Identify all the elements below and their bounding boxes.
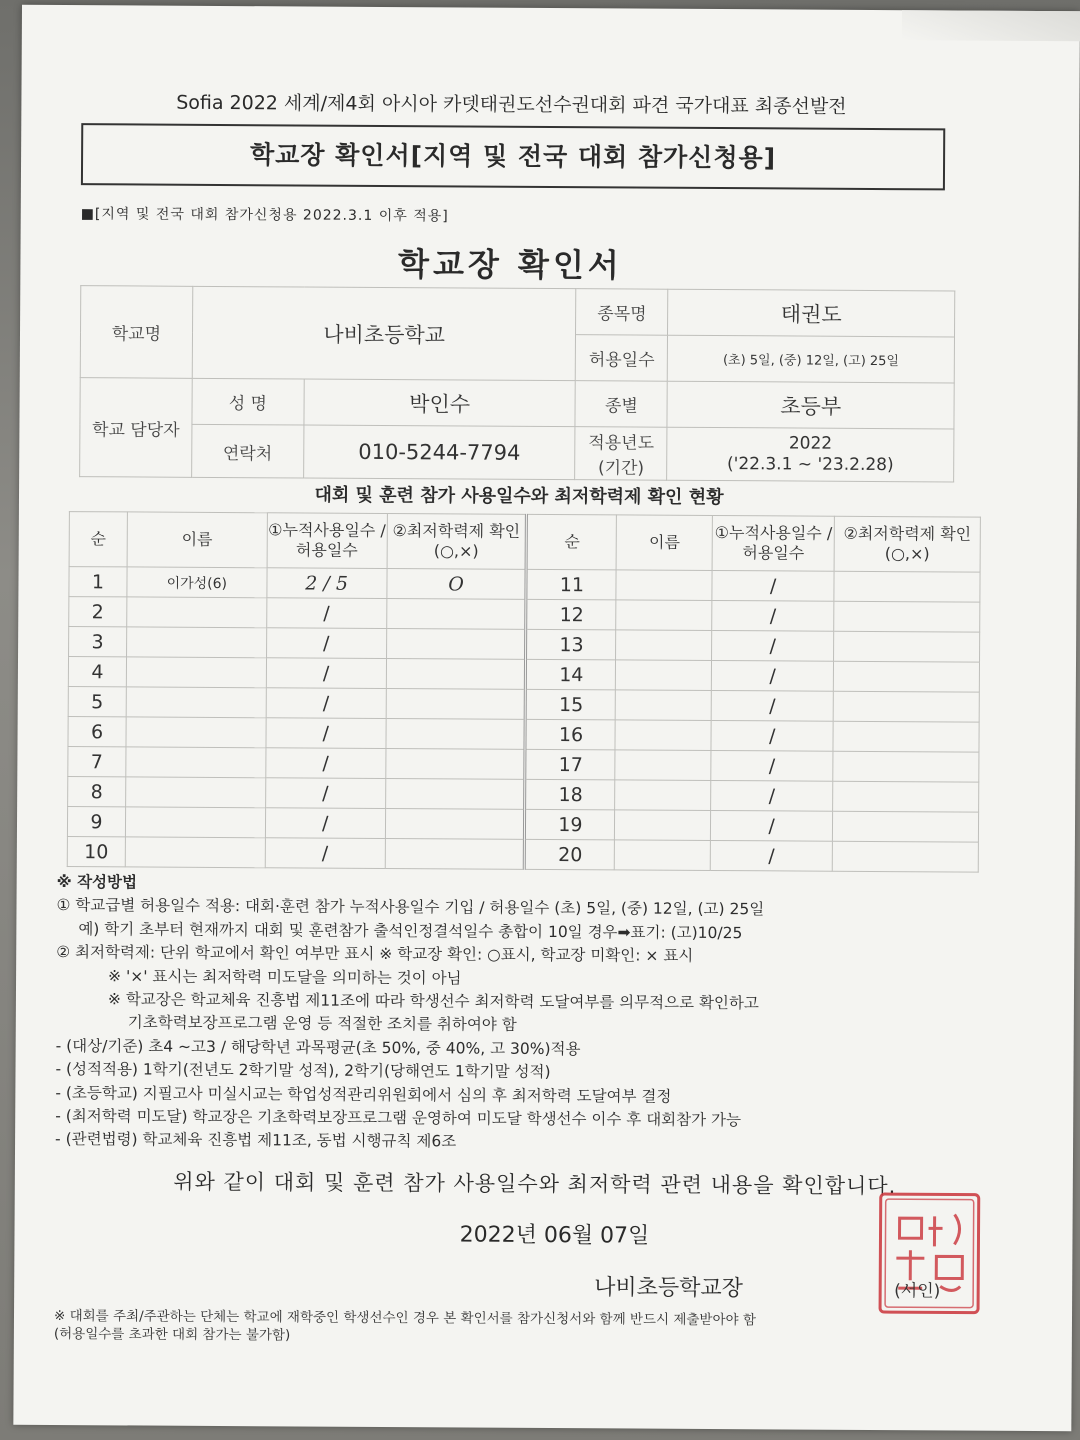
info-table bbox=[79, 285, 955, 482]
contact-label: 연락처 bbox=[191, 424, 303, 478]
row-name-right bbox=[616, 570, 712, 601]
note-line: 예) 학기 초부터 현재까지 대회 및 훈련참가 출석인정결석일수 총합이 10일 경우➡표기: (고)10/25 bbox=[78, 919, 743, 942]
form-heading: 학교장 확인서 bbox=[398, 245, 623, 285]
footer-line: (허용일수를 초과한 대회 참가는 불가함) bbox=[53, 1325, 291, 1344]
row-no-right: 12 bbox=[526, 599, 616, 630]
row-no: 3 bbox=[69, 627, 127, 657]
row-check bbox=[385, 839, 525, 870]
note-line: - (성적적용) 1학기(전년도 2학기말 성적), 2학기(당해연도 1학기말 성적) bbox=[55, 1060, 551, 1082]
row-check-right bbox=[833, 661, 979, 692]
note-line: ② 최저학력제: 단위 학교에서 확인 여부만 표시 ※ 학교장 확인: ○표시, 학교장 미확인: × 표시 bbox=[56, 943, 694, 966]
row-no-right: 19 bbox=[525, 809, 615, 840]
row-check bbox=[386, 599, 526, 630]
top-title: Sofia 2022 세계/제4회 아시아 카뎃태권도선수권대회 파견 국가대표 최종선발전 bbox=[176, 91, 847, 118]
event-value: 태권도 bbox=[668, 289, 955, 337]
division-value: 초등부 bbox=[667, 381, 954, 429]
row-check bbox=[386, 689, 526, 720]
row-days: / bbox=[266, 598, 386, 629]
row-days-right: / bbox=[711, 780, 833, 811]
row-check: O bbox=[386, 569, 526, 600]
col-name: 이름 bbox=[127, 512, 267, 568]
note-line: - (대상/기준) 초4 ~고3 / 해당학년 과목평균(초 50%, 중 40%, 고 30%)적용 bbox=[55, 1036, 581, 1059]
year-value: 2022 bbox=[788, 433, 833, 454]
row-days-right: / bbox=[711, 720, 833, 751]
row-check-right bbox=[834, 631, 980, 662]
note-line: - (초등학교) 지필고사 미실시교는 학업성적관리위원회에서 심의 후 최저학력 도달여부 결정 bbox=[55, 1083, 672, 1106]
row-name-right bbox=[615, 810, 711, 841]
row-days: / bbox=[266, 658, 386, 689]
col-no-right: 순 bbox=[527, 514, 617, 570]
row-days: / bbox=[266, 688, 386, 719]
school-value: 나비초등학교 bbox=[192, 286, 576, 380]
row-name-right bbox=[615, 750, 711, 781]
row-days-right: / bbox=[712, 660, 834, 691]
year-cell bbox=[667, 427, 954, 482]
row-name-right bbox=[615, 840, 711, 871]
row-no: 10 bbox=[67, 837, 125, 867]
row-no: 1 bbox=[69, 567, 127, 597]
row-name bbox=[127, 597, 267, 628]
row-no: 6 bbox=[68, 717, 126, 747]
note-line: - (최저학력 미도달) 학교장은 기초학력보장프로그램 운영하여 미도달 학생선수 이수 후 대회참가 가능 bbox=[55, 1107, 742, 1130]
application-note: ■[지역 및 전국 대회 참가신청용 2022.3.1 이후 적용] bbox=[80, 206, 449, 225]
row-days: 2 / 5 bbox=[267, 568, 387, 599]
row-no-right: 20 bbox=[525, 839, 615, 870]
status-table bbox=[67, 511, 981, 873]
row-days-right: / bbox=[712, 570, 834, 601]
row-name-right bbox=[615, 720, 711, 751]
col-days: ①누적사용일수 /허용일수 bbox=[267, 513, 387, 569]
row-no: 9 bbox=[67, 807, 125, 837]
row-name-right bbox=[616, 660, 712, 691]
row-no-right: 14 bbox=[526, 659, 616, 690]
paper-fold bbox=[902, 10, 1080, 41]
row-name bbox=[126, 687, 266, 718]
col-check: ②최저학력제 확인(○,×) bbox=[387, 514, 527, 570]
row-name-right bbox=[616, 690, 712, 721]
col-name-right: 이름 bbox=[616, 515, 712, 571]
boxed-title bbox=[81, 123, 945, 190]
row-name: 이가성(6) bbox=[127, 567, 267, 598]
row-no-right: 13 bbox=[526, 629, 616, 660]
footer-line: ※ 대회를 주최/주관하는 단체는 학교에 재학중인 학생선수인 경우 본 확인서를 참가신청서와 함께 반드시 제출받아야 함 bbox=[53, 1307, 756, 1329]
row-days: / bbox=[265, 778, 385, 809]
name-label: 성 명 bbox=[192, 378, 304, 425]
row-check bbox=[385, 749, 525, 780]
row-check bbox=[386, 629, 526, 660]
year-label: 적용년도 (기간) bbox=[575, 427, 667, 481]
row-check-right bbox=[833, 811, 979, 842]
seal-label: (서인) bbox=[894, 1281, 941, 1302]
note-line: 기초학력보장프로그램 운영 등 적절한 조치를 취하여야 함 bbox=[127, 1013, 517, 1035]
row-name bbox=[125, 837, 265, 868]
confirm-statement: 위와 같이 대회 및 훈련 참가 사용일수와 최저학력 관련 내용을 확인합니다. bbox=[173, 1169, 897, 1199]
row-no-right: 17 bbox=[525, 749, 615, 780]
row-no-right: 11 bbox=[526, 569, 616, 600]
signer: 나비초등학교장 bbox=[594, 1275, 744, 1302]
row-check-right bbox=[833, 781, 979, 812]
footer-notes bbox=[54, 1307, 1014, 1349]
row-name-right bbox=[616, 600, 712, 631]
status-body bbox=[67, 567, 980, 873]
row-check bbox=[385, 809, 525, 840]
row-days-right: / bbox=[710, 840, 832, 871]
row-no: 4 bbox=[68, 657, 126, 687]
note-line: ※ '×' 표시는 최저학력 미도달을 의미하는 것이 아님 bbox=[108, 966, 462, 988]
row-no: 5 bbox=[68, 687, 126, 717]
note-line: - (관련법령) 학교체육 진흥법 제11조, 동법 시행규칙 제6조 bbox=[55, 1130, 457, 1151]
status-header-row bbox=[69, 512, 980, 573]
row-check bbox=[386, 659, 526, 690]
row-check-right bbox=[834, 601, 980, 632]
row-name bbox=[126, 717, 266, 748]
row-days-right: / bbox=[711, 690, 833, 721]
row-days-right: / bbox=[711, 810, 833, 841]
row-days-right: / bbox=[712, 600, 834, 631]
date: 2022년 06월 07일 bbox=[459, 1222, 650, 1249]
row-days: / bbox=[265, 838, 385, 869]
allowed-label: 허용일수 bbox=[576, 335, 668, 382]
row-name-right bbox=[616, 630, 712, 661]
name-value: 박인수 bbox=[304, 379, 576, 427]
row-days-right: / bbox=[712, 630, 834, 661]
row-days: / bbox=[266, 748, 386, 779]
row-days-right: / bbox=[711, 750, 833, 781]
staff-label: 학교 담당자 bbox=[80, 378, 192, 478]
row-check-right bbox=[834, 571, 980, 602]
year-period: ('22.3.1 ~ '23.2.28) bbox=[726, 454, 894, 476]
row-no: 7 bbox=[68, 747, 126, 777]
row-check bbox=[386, 719, 526, 750]
row-name bbox=[126, 627, 266, 658]
row-name bbox=[126, 657, 266, 688]
row-days: / bbox=[266, 628, 386, 659]
division-label: 종별 bbox=[575, 381, 667, 428]
note-line: ① 학교급별 허용일수 적용: 대회·훈련 참가 누적사용일수 기입 / 허용일수 (초) 5일, (중) 12일, (고) 25일 bbox=[56, 896, 765, 919]
row-name bbox=[126, 747, 266, 778]
note-line: ※ 학교장은 학교체육 진흥법 제11조에 따라 학생선수 최저학력 도달여부를 의무적으로 확인하고 bbox=[107, 990, 759, 1013]
row-name-right bbox=[615, 780, 711, 811]
row-name bbox=[126, 777, 266, 808]
row-name bbox=[125, 807, 265, 838]
row-check-right bbox=[833, 751, 979, 782]
boxed-title-text: 학교장 확인서[지역 및 전국 대회 참가신청용] bbox=[249, 140, 777, 173]
row-days: / bbox=[265, 808, 385, 839]
row-no-right: 16 bbox=[525, 719, 615, 750]
status-title: 대회 및 훈련 참가 사용일수와 최저학력제 확인 현황 bbox=[314, 484, 724, 509]
col-days-right: ①누적사용일수 /허용일수 bbox=[712, 515, 834, 571]
instructions bbox=[55, 871, 1017, 1158]
row-check-right bbox=[833, 691, 979, 722]
row-no-right: 15 bbox=[526, 689, 616, 720]
allowed-value: (초) 5일, (중) 12일, (고) 25일 bbox=[668, 335, 955, 383]
row-no: 2 bbox=[69, 597, 127, 627]
row-check-right bbox=[832, 841, 978, 872]
document-sheet bbox=[13, 5, 1080, 1431]
row-no: 8 bbox=[68, 777, 126, 807]
row-check bbox=[385, 779, 525, 810]
row-check-right bbox=[833, 721, 979, 752]
col-check-right: ②최저학력제 확인(○,×) bbox=[834, 516, 980, 572]
row-days: / bbox=[266, 718, 386, 749]
row-no-right: 18 bbox=[525, 779, 615, 810]
note-line: ※ 작성방법 bbox=[56, 872, 138, 892]
school-label: 학교명 bbox=[80, 286, 192, 379]
contact-value: 010-5244-7794 bbox=[303, 425, 575, 480]
status-row bbox=[67, 837, 978, 873]
event-label: 종목명 bbox=[576, 289, 668, 336]
col-no: 순 bbox=[69, 512, 127, 567]
